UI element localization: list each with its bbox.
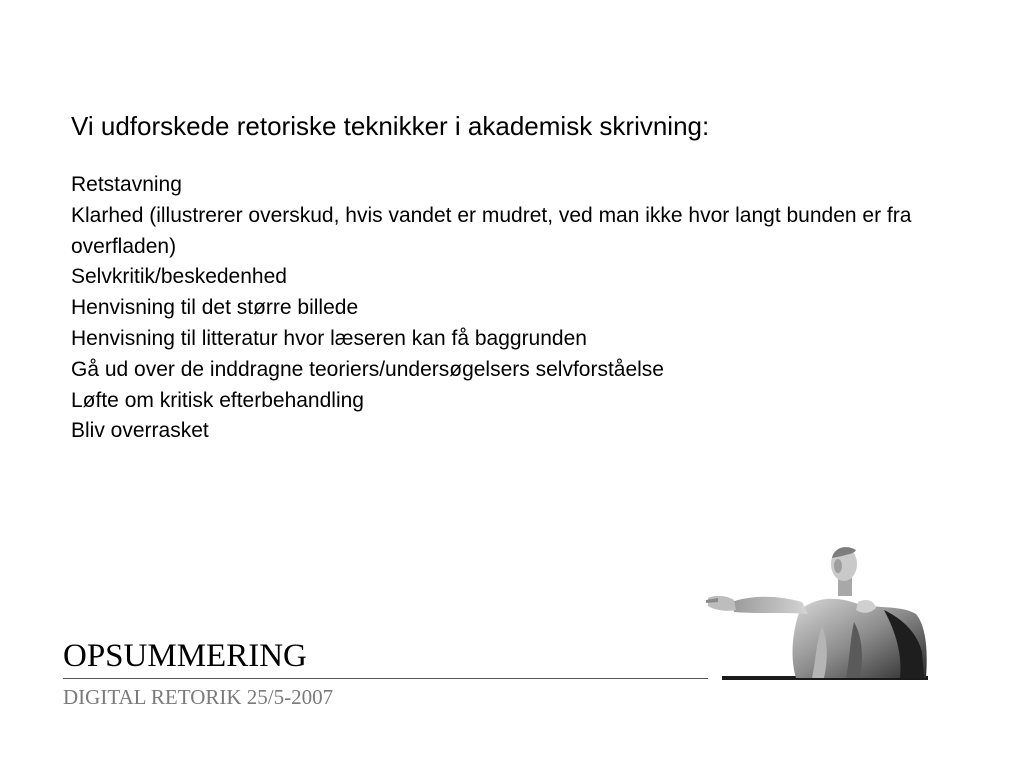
list-item: Løfte om kritisk efterbehandling <box>71 388 364 412</box>
slide-subtitle: DIGITAL RETORIK 25/5-2007 <box>63 685 334 709</box>
list-item: Retstavning <box>71 173 182 196</box>
list-item: Henvisning til det større billede <box>71 296 359 320</box>
list-item: Selvkritik/beskedenhed <box>71 265 287 289</box>
slide-title: OPSUMMERING <box>63 638 307 674</box>
slide-body <box>71 108 971 447</box>
list-item: Gå ud over de inddragne teoriers/undersøgelsers selvforståelse <box>71 357 664 381</box>
list-item: Klarhed (illustrerer overskud, hvis vandet er mudret, ved man ikke hvor langt bunden er fra overfladen) <box>71 203 912 258</box>
orator-statue-icon <box>704 540 930 680</box>
bullet-list <box>71 170 971 447</box>
list-item: Henvisning til litteratur hvor læseren kan få baggrunden <box>71 326 587 350</box>
title-divider <box>63 678 708 679</box>
list-item: Bliv overrasket <box>71 419 209 443</box>
slide-heading: Vi udforskede retoriske teknikker i akademisk skrivning: <box>71 111 710 141</box>
